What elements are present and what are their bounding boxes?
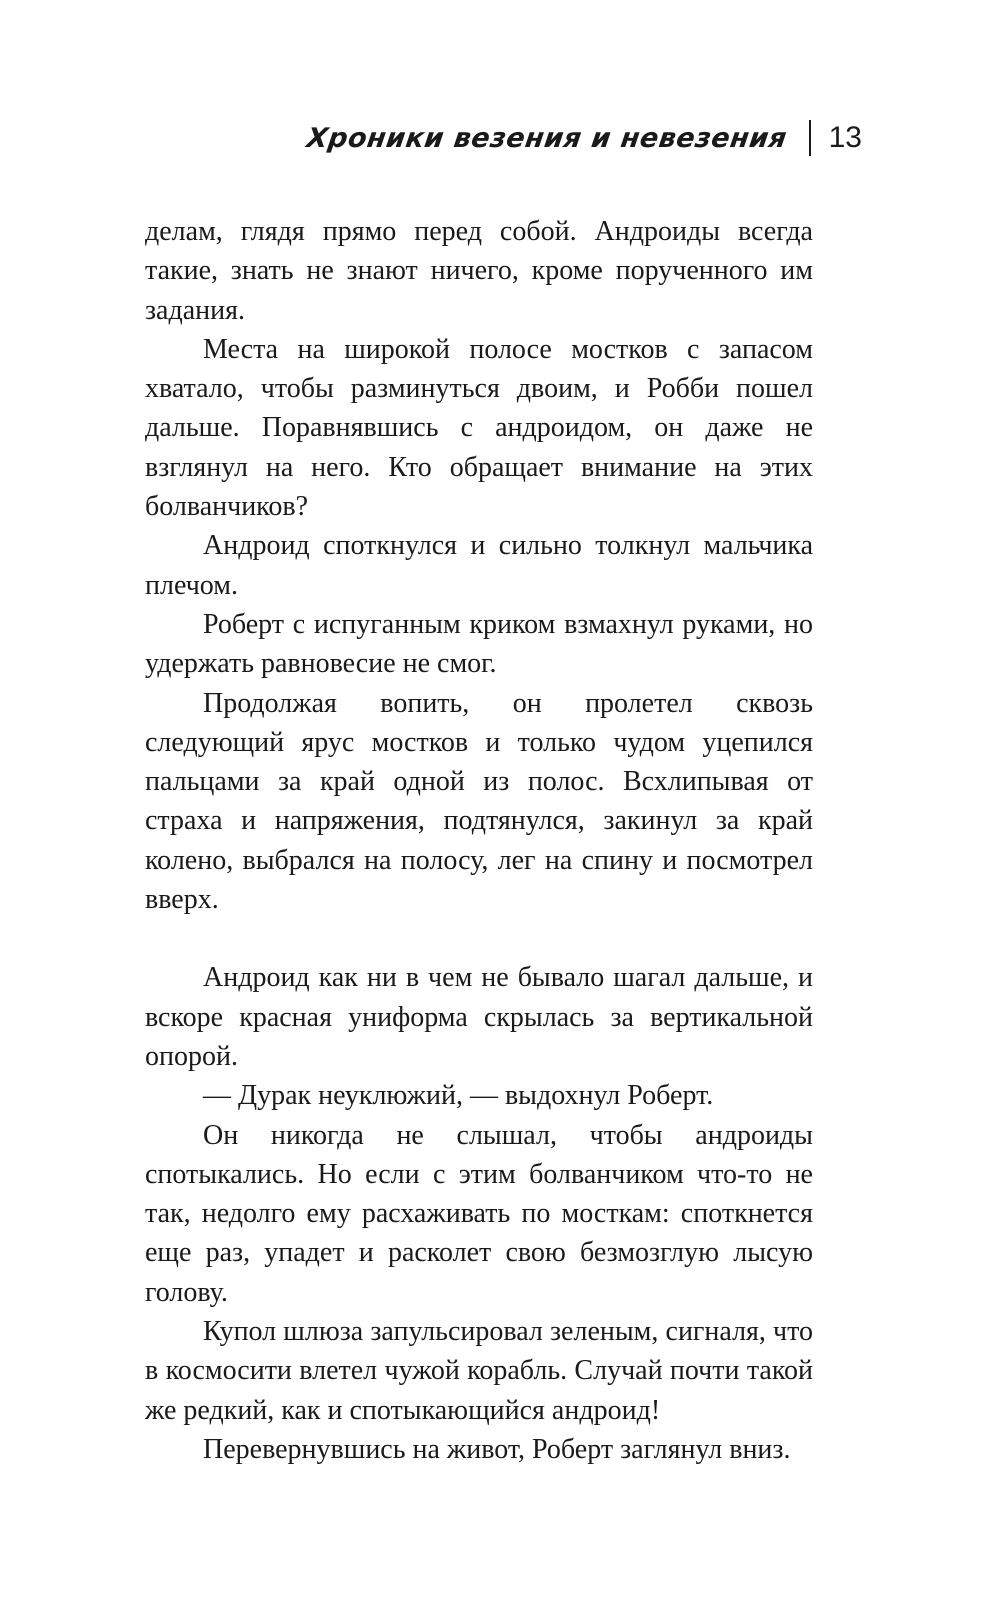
paragraph: Места на широкой полосе мостков с запасом хватало, чтобы разминуться двоим, и Робби пошел дальше. Поравнявшись с андроидом, он даже не взглянул на него. Кто обращает внимание на этих болванчиков? bbox=[145, 333, 813, 523]
page-body bbox=[145, 212, 813, 1469]
paragraph: Роберт с испуганным криком взмахнул руками, но удержать равновесие не смог. bbox=[145, 608, 813, 680]
paragraph: Купол шлюза запульсировал зеленым, сигналя, что в космосити влетел чужой корабль. Случай почти такой же редкий, как и спотыкающийся андроид! bbox=[145, 1316, 813, 1426]
page-number: 13 bbox=[828, 121, 862, 154]
paragraph: Он никогда не слышал, чтобы андроиды спотыкались. Но если с этим болванчиком что-то не так, недолго ему расхаживать по мосткам: споткнется еще раз, упадет и расколет свою безмозглую лысую голову. bbox=[145, 1119, 813, 1308]
paragraph: делам, глядя прямо перед собой. Андроиды всегда такие, знать не знают ничего, кроме порученного им задания. bbox=[145, 216, 813, 326]
book-title: Хроники везения и невезения bbox=[304, 122, 789, 154]
running-header bbox=[304, 108, 862, 168]
paragraph: Продолжая вопить, он пролетел сквозь следующий ярус мостков и только чудом уцепился пальцами за край одной из полос. Всхлипывая от страха и напряжения, подтянулся, закинул за край колено, выбрался на полосу, лег на спину и посмотрел вверх. bbox=[145, 687, 813, 916]
paragraph: Перевернувшись на живот, Роберт заглянул вниз. bbox=[203, 1433, 791, 1465]
paragraph: Андроид споткнулся и сильно толкнул мальчика плечом. bbox=[145, 530, 813, 601]
header-divider bbox=[809, 120, 811, 156]
paragraph: Андроид как ни в чем не бывало шагал дальше, и вскоре красная униформа скрылась за вертикальной опорой. bbox=[145, 962, 813, 1072]
dialogue-line: — Дурак неуклюжий, — выдохнул Роберт. bbox=[203, 1080, 714, 1112]
